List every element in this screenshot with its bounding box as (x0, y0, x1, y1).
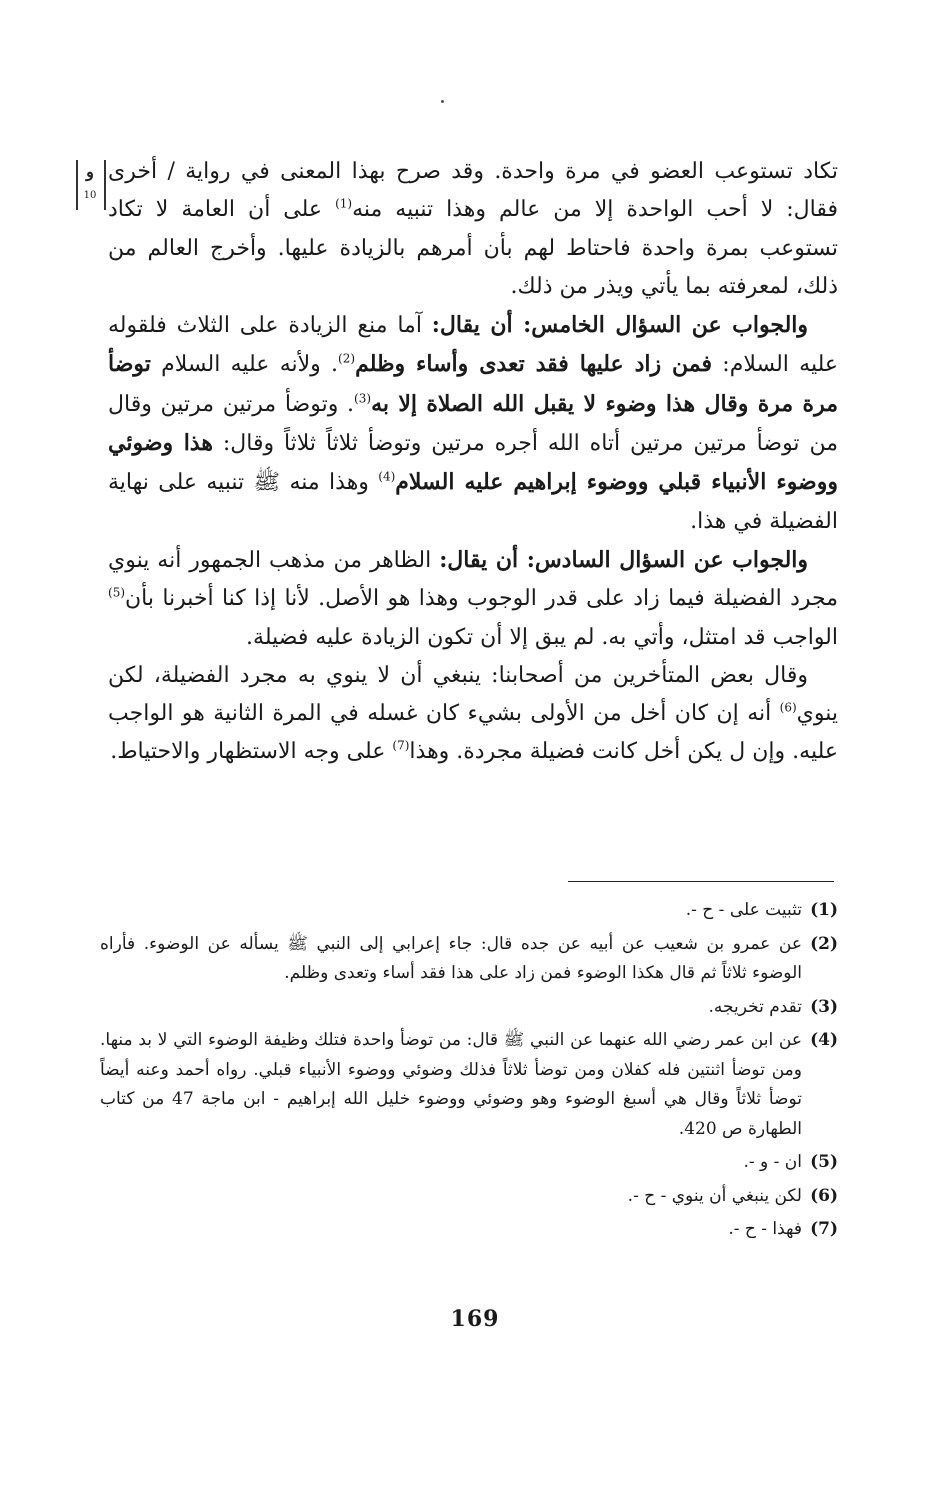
footnote-number: (4) (810, 1030, 838, 1050)
footnote-item (100, 930, 838, 989)
folio-number: 10 (83, 190, 97, 201)
footnote-number: (3) (810, 996, 838, 1017)
footnote-number: (1) (810, 900, 838, 920)
page-number: 169 (450, 1306, 500, 1332)
paragraph (108, 657, 838, 772)
footnote-item (100, 896, 838, 926)
footnote-text: ان - و -. (743, 1152, 802, 1172)
bold-text: والجواب عن السؤال الخامس: أن يقال: (431, 312, 809, 339)
footnote-text: تقدم تخريجه. (708, 996, 802, 1017)
footnote-number: (2) (810, 933, 838, 954)
bold-text: فمن زاد عليها فقد تعدى وأساء وظلم (355, 351, 713, 378)
text-run: آما منع الزيادة على الثلاث فلقوله عليه السلام: (108, 313, 839, 378)
bold-text: والجواب عن السؤال السادس: أن يقال: (439, 546, 809, 573)
footnote-separator (568, 881, 834, 882)
footnote-ref: (5) (108, 585, 126, 600)
footnote-text: عن عمرو بن شعيب عن أبيه عن جده قال: جاء إعرابي إلى النبي ﷺ يسأله عن الوضوء. فأراه الوضوء ثلاثاً ثم قال هكذا الوضوء فمن زاد على هذا فقد أساء وتعدى وظلم. (100, 933, 802, 983)
footnote-ref: (1) (335, 196, 353, 211)
paragraph (108, 153, 838, 306)
ink-dot (441, 100, 444, 103)
manuscript-folio-marker (76, 160, 104, 214)
paragraph (108, 306, 838, 541)
text-run: . ولأنه عليه السلام (150, 352, 339, 378)
text-run: أنه إن كان أخل من الأولى بشيء كان غسله في المرة الثانية هو الواجب عليه. وإن ل يكن أخل كانت فضيلة مجردة. وهذا (108, 701, 838, 765)
bold-text: هذا وضوئي ووضوء الأنبياء قبلي ووضوء إبراهيم عليه السلام (108, 430, 838, 496)
footnotes (100, 896, 838, 1249)
footnote-number: (6) (810, 1185, 838, 1206)
footnote-text: عن ابن عمر رضي الله عنهما عن النبي ﷺ قال: من توضأ واحدة فتلك وظيفة الوضوء التي لا بد منها. ومن توضأ اثنتين فله كفلان ومن توضأ ثلاثاً فذلك وضوئي ووضوء الأنبياء قبلي. رواه أحمد وعنه أيضاً توضأ ثلاثاً وقال هي أسبغ الوضوء وهو وضوئي ووضوء خليل الله إبراهيم - ابن ماجة 47 من كتاب الطهارة ص 420. (100, 1030, 802, 1139)
footnote-ref: (4) (378, 470, 396, 485)
footnote-item (100, 1148, 838, 1178)
paragraph (108, 541, 838, 657)
text-run: وقال بعض المتأخرين من أصحابنا: ينبغي أن لا ينوي به مجرد الفضيلة، لكن ينوي (108, 662, 838, 727)
footnote-ref: (3) (354, 391, 372, 406)
footnote-ref: (2) (338, 352, 356, 367)
folio-letter: و (86, 162, 94, 181)
footnote-ref: (7) (392, 739, 410, 754)
text-run: تكاد تستوعب العضو في مرة واحدة. وقد صرح بهذا المعنى في رواية / أخرى فقال: لا أحب الواحدة إلا من عالم وهذا تنبيه منه (108, 159, 838, 223)
text-run: . وتوضأ مرتين مرتين وقال من توضأ مرتين مرتين أتاه الله أجره مرتين وتوضأ ثلاثاً ثلاثاً وقال: (108, 391, 838, 457)
footnote-text: لكن ينبغي أن ينوي - ح -. (627, 1185, 802, 1206)
text-run: وهذا منه ﷺ تنبيه على نهاية الفضيلة في هذا. (108, 470, 838, 534)
footnote-item (100, 1026, 838, 1144)
text-run: على وجه الاستظهار والاحتياط. (110, 739, 393, 765)
text-run: على أن العامة لا تكاد تستوعب بمرة واحدة فاحتاط لهم بأن أمرهم بالزيادة عليها. وأخرج العالم من ذلك، لمعرفته بما يأتي ويذر من ذلك. (108, 197, 838, 299)
main-text (108, 153, 838, 772)
footnote-number: (5) (810, 1152, 838, 1172)
text-run: الواجب قد امتثل، وأتي به. لم يبق إلا أن تكون الزيادة عليه فضيلة. (246, 624, 838, 650)
text-run: الظاهر من مذهب الجمهور أنه ينوي مجرد الفضيلة فيما زاد على قدر الوجوب وهذا هو الأصل. لأنا إذا كنا أخبرنا بأن (108, 547, 838, 612)
footnote-item (100, 1182, 838, 1212)
footnote-item (100, 993, 838, 1023)
footnote-ref: (6) (779, 700, 797, 715)
footnote-number: (7) (810, 1219, 838, 1239)
footnote-text: تثبيت على - ح -. (685, 900, 802, 920)
bold-text: توضأ مرة مرة وقال هذا وضوء لا يقبل الله الصلاة إلا به (108, 351, 838, 417)
footnote-text: فهذا - ح -. (728, 1219, 802, 1239)
footnote-item (100, 1215, 838, 1245)
